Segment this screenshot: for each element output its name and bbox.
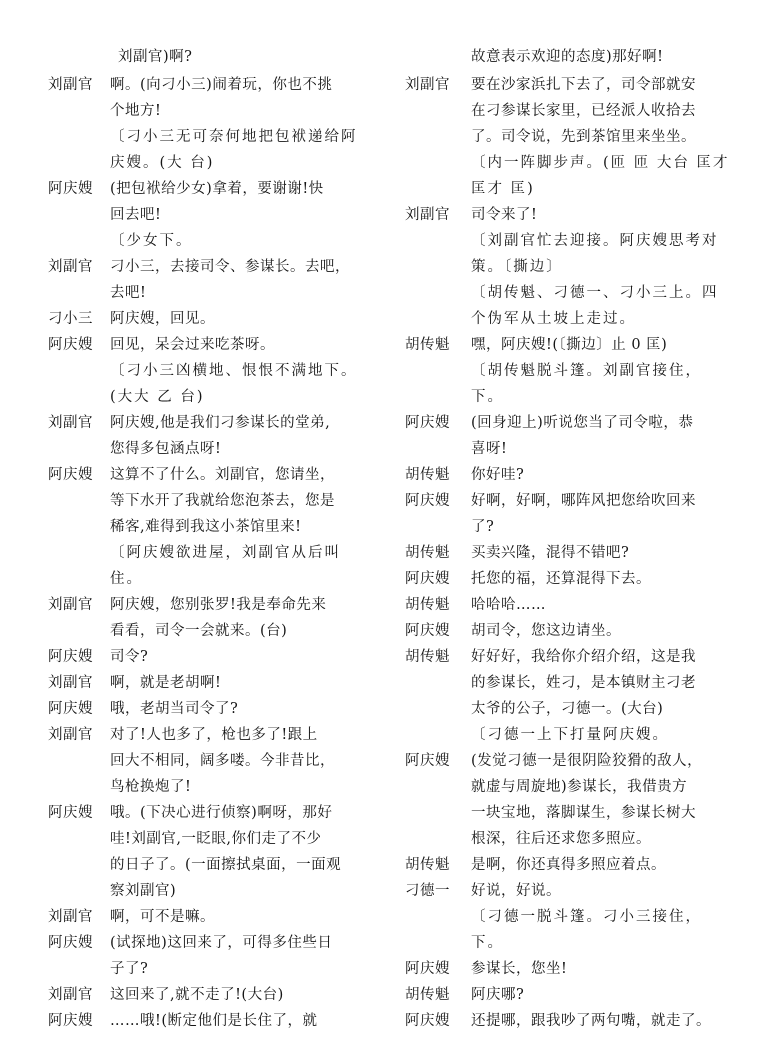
dialogue-line: 阿庆嫂,他是我们刁参谋长的堂弟, xyxy=(110,415,331,431)
speaker-name: 刘副官 xyxy=(48,415,93,431)
dialogue-line: 回见，呆会过来吃茶呀。 xyxy=(110,337,275,353)
direction-line: 〔刁小三凶横地、恨恨不满地下。 xyxy=(110,363,358,379)
speaker-name: 阿庆嫂 xyxy=(48,337,93,353)
direction-line: (大大 乙 台) xyxy=(110,389,205,405)
direction-line: 〔刁德一上下打量阿庆嫂。 xyxy=(471,727,669,743)
speaker-name: 胡传魁 xyxy=(405,857,450,873)
speaker-name: 阿庆嫂 xyxy=(48,935,93,951)
direction-line: 〔少女下。 xyxy=(110,233,193,249)
speaker-name: 阿庆嫂 xyxy=(48,649,93,665)
dialogue-line: 司令? xyxy=(110,649,149,665)
speaker-name: 胡传魁 xyxy=(405,987,450,1003)
dialogue-line: 回大不相同，阔多喽。今非昔比， xyxy=(110,753,335,769)
dialogue-line: 哇!刘副官,一眨眼,你们走了不少 xyxy=(110,831,322,847)
dialogue-line: 啊。(向刁小三)闹着玩，你也不挑 xyxy=(110,77,333,93)
speaker-name: 阿庆嫂 xyxy=(48,1013,93,1029)
dialogue-line: 个地方! xyxy=(110,103,162,119)
dialogue-line: 参谋长，您坐! xyxy=(471,961,568,977)
speaker-name: 阿庆嫂 xyxy=(405,415,450,431)
dialogue-line: 等下水开了我就给您泡茶去，您是 xyxy=(110,493,335,509)
dialogue-line: 阿庆嫂，回见。 xyxy=(110,311,215,327)
dialogue-line: 刘副官)啊? xyxy=(118,49,193,65)
dialogue-line: 哦，老胡当司令了? xyxy=(110,701,239,717)
dialogue-line: 看看，司令一会就来。(台) xyxy=(110,623,288,639)
dialogue-line: 好好好，我给你介绍介绍，这是我 xyxy=(471,649,696,665)
direction-line: 〔刁德一脱斗篷。刁小三接住， xyxy=(471,909,702,925)
dialogue-line: 了? xyxy=(471,519,495,535)
dialogue-line: 好啊，好啊，哪阵风把您给吹回来 xyxy=(471,493,696,509)
speaker-name: 刘副官 xyxy=(48,77,93,93)
dialogue-line: 哈哈哈…… xyxy=(471,597,546,613)
direction-line: 匡才 匡) xyxy=(471,181,535,197)
dialogue-line: 对了!人也多了，枪也多了!跟上 xyxy=(110,727,318,743)
speaker-name: 胡传魁 xyxy=(405,467,450,483)
speaker-name: 胡传魁 xyxy=(405,649,450,665)
speaker-name: 胡传魁 xyxy=(405,597,450,613)
dialogue-line: 您得多包涵点呀! xyxy=(110,441,222,457)
direction-line: 庆嫂。(大 台) xyxy=(110,155,215,171)
dialogue-line: 阿庆哪? xyxy=(471,987,525,1003)
speaker-name: 刁德一 xyxy=(405,883,450,899)
dialogue-line: 胡司令，您这边请坐。 xyxy=(471,623,621,639)
speaker-name: 阿庆嫂 xyxy=(48,701,93,717)
dialogue-line: 买卖兴隆，混得不错吧? xyxy=(471,545,630,561)
dialogue-line: 根深，往后还求您多照应。 xyxy=(471,831,651,847)
direction-line: 个伪军从土坡上走过。 xyxy=(471,311,636,327)
direction-line: 〔胡传魁脱斗篷。刘副官接住， xyxy=(471,363,702,379)
speaker-name: 刘副官 xyxy=(405,77,450,93)
dialogue-line: 的参谋长，姓刁，是本镇财主刁老 xyxy=(471,675,696,691)
dialogue-line: 嘿，阿庆嫂!(〔撕边〕止 0 匡) xyxy=(471,337,668,353)
speaker-name: 阿庆嫂 xyxy=(405,493,450,509)
direction-line: 住。 xyxy=(110,571,143,587)
speaker-name: 刘副官 xyxy=(48,259,93,275)
dialogue-line: 鸟枪换炮了! xyxy=(110,779,192,795)
speaker-name: 刘副官 xyxy=(48,597,93,613)
dialogue-line: 你好哇? xyxy=(471,467,525,483)
speaker-name: 阿庆嫂 xyxy=(405,623,450,639)
dialogue-line: (把包袱给少女)拿着，要谢谢!快 xyxy=(110,181,324,197)
direction-line: 〔胡传魁、刁德一、刁小三上。四 xyxy=(471,285,719,301)
speaker-name: 胡传魁 xyxy=(405,545,450,561)
speaker-name: 刘副官 xyxy=(48,909,93,925)
speaker-name: 阿庆嫂 xyxy=(405,571,450,587)
dialogue-line: 喜呀! xyxy=(471,441,508,457)
dialogue-line: 这算不了什么。刘副官，您请坐， xyxy=(110,467,335,483)
direction-line: 策。〔撕边〕 xyxy=(471,259,563,275)
dialogue-line: 在刁参谋长家里，已经派人收拾去 xyxy=(471,103,696,119)
speaker-name: 阿庆嫂 xyxy=(48,467,93,483)
direction-line: 〔刁小三无可奈何地把包袱递给阿 xyxy=(110,129,358,145)
dialogue-line: 故意表示欢迎的态度)那好啊! xyxy=(471,49,664,65)
direction-line: 〔刘副官忙去迎接。阿庆嫂思考对 xyxy=(471,233,719,249)
speaker-name: 刁小三 xyxy=(48,311,93,327)
dialogue-line: 啊，就是老胡啊! xyxy=(110,675,222,691)
dialogue-line: 哦。(下决心进行侦察)啊呀，那好 xyxy=(110,805,333,821)
speaker-name: 刘副官 xyxy=(48,987,93,1003)
dialogue-line: 是啊，你还真得多照应着点。 xyxy=(471,857,666,873)
dialogue-line: 托您的福，还算混得下去。 xyxy=(471,571,651,587)
speaker-name: 胡传魁 xyxy=(405,337,450,353)
dialogue-line: 一块宝地，落脚谋生，参谋长树大 xyxy=(471,805,696,821)
speaker-name: 阿庆嫂 xyxy=(48,805,93,821)
dialogue-line: 这回来了,就不走了!(大台) xyxy=(110,987,284,1003)
speaker-name: 阿庆嫂 xyxy=(48,181,93,197)
dialogue-line: (试探地)这回来了，可得多住些日 xyxy=(110,935,333,951)
speaker-name: 刘副官 xyxy=(405,207,450,223)
speaker-name: 刘副官 xyxy=(48,727,93,743)
speaker-name: 刘副官 xyxy=(48,675,93,691)
dialogue-line: (回身迎上)听说您当了司令啦，恭 xyxy=(471,415,694,431)
dialogue-line: (发觉刁德一是很阴险狡猾的敌人， xyxy=(471,753,703,769)
dialogue-line: 就虚与周旋地)参谋长，我借贵方 xyxy=(471,779,688,795)
dialogue-line: 的日子了。(一面擦拭桌面，一面观 xyxy=(110,857,342,873)
dialogue-line: 子了? xyxy=(110,961,149,977)
direction-line: 〔阿庆嫂欲进屋，刘副官从后叫 xyxy=(110,545,341,561)
dialogue-line: 去吧! xyxy=(110,285,147,301)
dialogue-line: 司令来了! xyxy=(471,207,538,223)
dialogue-line: 稀客,难得到我这小茶馆里来! xyxy=(110,519,302,535)
speaker-name: 阿庆嫂 xyxy=(405,1013,450,1029)
dialogue-line: 啊，可不是嘛。 xyxy=(110,909,215,925)
speaker-name: 阿庆嫂 xyxy=(405,753,450,769)
dialogue-line: 察刘副官) xyxy=(110,883,177,899)
dialogue-line: 了。司令说，先到茶馆里来坐坐。 xyxy=(471,129,696,145)
dialogue-line: 好说，好说。 xyxy=(471,883,561,899)
dialogue-line: 还提哪，跟我吵了两句嘴，就走了。 xyxy=(471,1013,711,1029)
dialogue-line: ……哦!(断定他们是长住了，就 xyxy=(110,1013,318,1029)
direction-line: 下。 xyxy=(471,935,504,951)
dialogue-line: 阿庆嫂，您别张罗!我是奉命先来 xyxy=(110,597,327,613)
direction-line: 〔内一阵脚步声。(匝 匝 大台 匡才 xyxy=(471,155,730,171)
speaker-name: 阿庆嫂 xyxy=(405,961,450,977)
dialogue-line: 要在沙家浜扎下去了，司令部就安 xyxy=(471,77,696,93)
dialogue-line: 刁小三，去接司令、参谋长。去吧， xyxy=(110,259,350,275)
direction-line: 下。 xyxy=(471,389,504,405)
dialogue-line: 回去吧! xyxy=(110,207,162,223)
dialogue-line: 太爷的公子，刁德一。(大台) xyxy=(471,701,664,717)
